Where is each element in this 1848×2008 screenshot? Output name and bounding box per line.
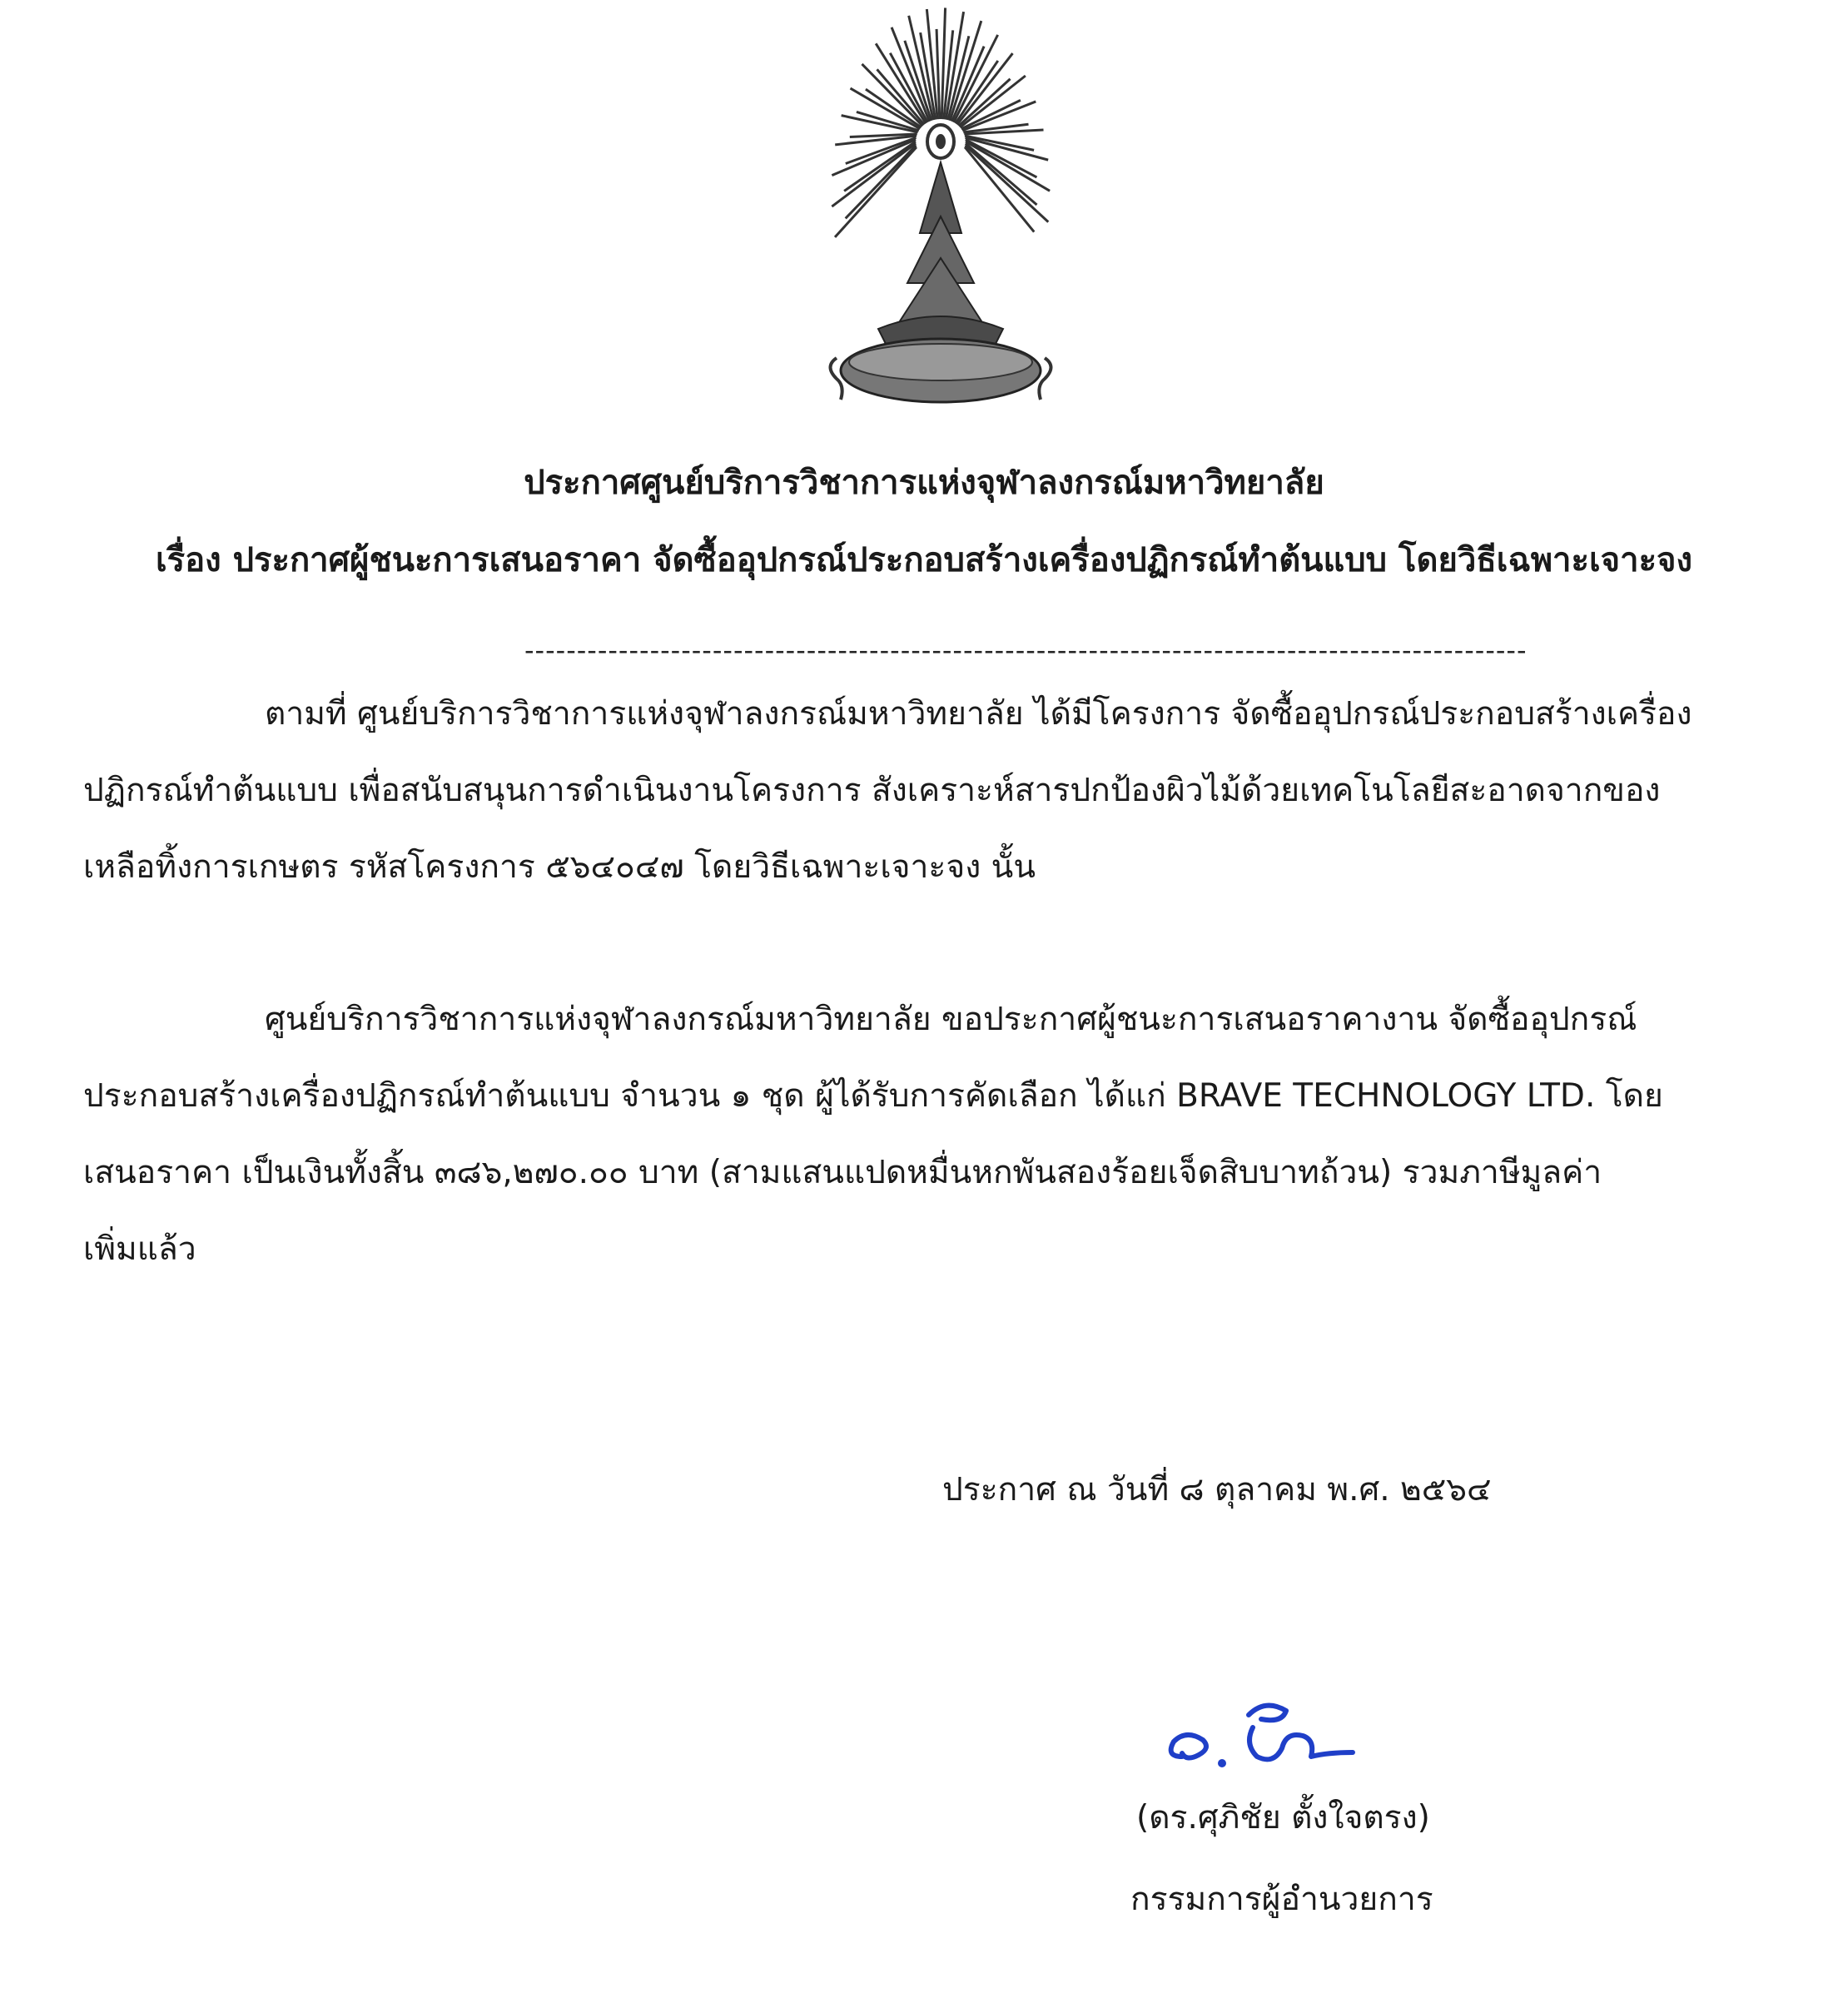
paragraph-2-line-1: ศูนย์บริการวิชาการแห่งจุฬาลงกรณ์มหาวิทยาลัย ขอประกาศผู้ชนะการเสนอราคางาน จัดซื้ออุปกรณ์	[265, 1001, 1637, 1038]
paragraph-1-line-3: เหลือทิ้งการเกษตร รหัสโครงการ ๕๖๔๐๔๗ โดยวิธีเฉพาะเจาะจง นั้น	[83, 848, 1036, 886]
paragraph-2-line-3: เสนอราคา เป็นเงินทั้งสิ้น ๓๘๖,๒๗๐.๐๐ บาท (สามแสนแปดหมื่นหกพันสองร้อยเจ็ดสิบบาทถ้วน) รวมภาษีมูลค่า	[83, 1154, 1602, 1191]
separator-line: ------------------------------------------------------------------------------------------------	[524, 634, 1528, 666]
signatory-position: กรรมการผู้อำนวยการ	[1130, 1881, 1433, 1918]
announcement-title: ประกาศศูนย์บริการวิชาการแห่งจุฬาลงกรณ์มหาวิทยาลัย	[524, 464, 1324, 502]
announcement-subject: เรื่อง ประกาศผู้ชนะการเสนอราคา จัดซื้ออุปกรณ์ประกอบสร้างเครื่องปฏิกรณ์ทำต้นแบบ โดยวิธีเฉพาะเจาะจง	[155, 541, 1693, 579]
paragraph-1-line-2: ปฏิกรณ์ทำต้นแบบ เพื่อสนับสนุนการดำเนินงานโครงการ สังเคราะห์สารปกป้องผิวไม้ด้วยเทคโนโลยีสะอาดจากของ	[83, 772, 1661, 809]
signatory-name: (ดร.ศุภิชัย ตั้งใจตรง)	[1136, 1799, 1430, 1837]
paragraph-2-line-2: ประกอบสร้างเครื่องปฏิกรณ์ทำต้นแบบ จำนวน ๑ ชุด ผู้ได้รับการคัดเลือก ได้แก่ BRAVE TECHNOLOGY LTD. โดย	[83, 1077, 1663, 1115]
announcement-date: ประกาศ ณ วันที่ ๘ ตุลาคม พ.ศ. ๒๕๖๔	[942, 1471, 1492, 1508]
paragraph-1-line-1: ตามที่ ศูนย์บริการวิชาการแห่งจุฬาลงกรณ์มหาวิทยาลัย ได้มีโครงการ จัดซื้ออุปกรณ์ประกอบสร้างเครื่อง	[265, 695, 1692, 733]
handwritten-signature	[1157, 1690, 1407, 1790]
university-emblem-icon	[820, 92, 1061, 441]
paragraph-2-line-4: เพิ่มแล้ว	[83, 1230, 196, 1268]
